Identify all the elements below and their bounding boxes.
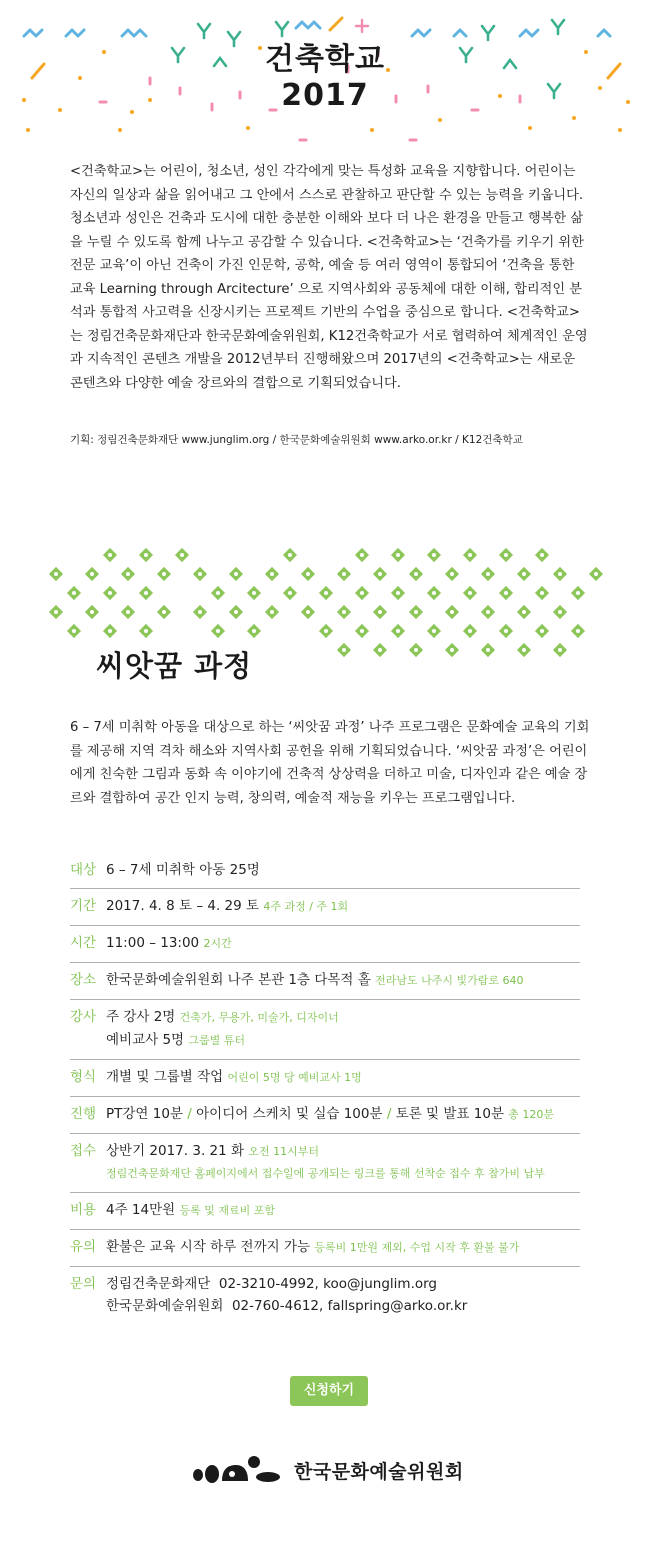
diamond-dot-center xyxy=(270,572,274,576)
info-label: 시간 xyxy=(70,935,97,951)
info-row-fee xyxy=(70,1193,580,1230)
info-label: 형식 xyxy=(70,1069,97,1085)
diamond-dot-center xyxy=(288,553,292,557)
diamond-dot-center xyxy=(432,553,436,557)
time-range: 11:00 – 13:00 xyxy=(106,935,200,951)
diamond-dot-center xyxy=(54,572,58,576)
info-label: 유의 xyxy=(70,1239,97,1255)
info-value xyxy=(106,1236,580,1259)
diamond-dot-center xyxy=(414,572,418,576)
credits-line: 기획: 정림건축문화재단 www.junglim.org / 한국문화예술위원회 www.arko.or.kr / K12건축학교 xyxy=(70,434,523,446)
diamond-dot-center xyxy=(450,572,454,576)
diamond-dot-center xyxy=(432,591,436,595)
diamond-dot-center xyxy=(54,610,58,614)
info-value xyxy=(106,932,580,955)
diamond-dot-center xyxy=(486,572,490,576)
progress-part2: 아이디어 스케치 및 실습 100분 xyxy=(196,1106,383,1122)
footer-logo xyxy=(192,1450,464,1490)
diamond-dot-center xyxy=(144,629,148,633)
info-note: 오전 11시부터 xyxy=(248,1145,319,1158)
diamond-dot-center xyxy=(396,591,400,595)
info-row-time xyxy=(70,926,580,963)
diamond-pattern-decoration xyxy=(40,545,610,660)
info-note: 등록 및 재료비 포함 xyxy=(179,1204,275,1217)
application-line xyxy=(106,1140,580,1163)
diamond-dot-center xyxy=(252,629,256,633)
info-value xyxy=(106,969,580,992)
info-label: 접수 xyxy=(70,1143,97,1159)
info-value xyxy=(106,1140,580,1185)
info-row-contact xyxy=(70,1267,580,1324)
instructor-main: 주 강사 2명 xyxy=(106,1009,176,1025)
diamond-dot-center xyxy=(396,629,400,633)
info-row-application xyxy=(70,1134,580,1193)
diamond-dot-center xyxy=(72,629,76,633)
hero-title-line2: 2017 xyxy=(281,78,369,113)
diamond-dot-center xyxy=(216,591,220,595)
info-value: 6 – 7세 미취학 아동 25명 xyxy=(106,862,260,878)
diamond-dot-center xyxy=(306,610,310,614)
diamond-dot-center xyxy=(234,610,238,614)
arko-logo-icon xyxy=(192,1453,280,1487)
diamond-dot-center xyxy=(360,629,364,633)
info-note: 4주 과정 / 주 1회 xyxy=(263,900,349,913)
info-value xyxy=(106,1103,580,1126)
diamond-dot-center xyxy=(522,648,526,652)
info-value xyxy=(106,1199,580,1222)
application-note-detail: 정림건축문화재단 홈페이지에서 접수일에 공개되는 링크를 통해 선착순 접수 후 참가비 납부 xyxy=(106,1167,545,1180)
info-value xyxy=(106,1066,580,1089)
diamond-dot-center xyxy=(216,629,220,633)
diamond-dot-center xyxy=(450,648,454,652)
diamond-dot-center xyxy=(180,553,184,557)
diamond-dot-center xyxy=(306,572,310,576)
program-description-text: 6 – 7세 미취학 아동을 대상으로 하는 ‘씨앗꿈 과정’ 나주 프로그램은 문화예술 교육의 기회를 제공해 지역 격차 해소와 지역사회 공헌을 위해 기획되었습니다. ‘씨앗꿈 과정’은 어린이에게 친숙한 그림과 동화 속 이야기에 건축적 상상력을 더하고 미술, 디자인과 같은 예술 장르와 결합하여 공간 인지 능력, 창의력, 예술적 재능을 키우는 프로그램입니다. xyxy=(70,720,590,806)
program-info-table xyxy=(70,853,580,1324)
diamond-dot-center xyxy=(540,591,544,595)
intro-section xyxy=(70,160,590,395)
diamond-dot-center xyxy=(486,648,490,652)
diamond-dot-center xyxy=(288,591,292,595)
format-value: 개별 및 그룹별 작업 xyxy=(106,1069,224,1085)
instructor-assistant: 예비교사 5명 xyxy=(106,1032,185,1048)
fee-value: 4주 14만원 xyxy=(106,1202,176,1218)
diamond-dot-center xyxy=(432,629,436,633)
info-value xyxy=(106,895,580,918)
diamond-dot-center xyxy=(90,610,94,614)
diamond-dot-center xyxy=(342,648,346,652)
hero-title-line1: 건축학교 xyxy=(265,42,385,77)
info-row-instructor xyxy=(70,1000,580,1060)
diamond-dot-center xyxy=(468,629,472,633)
diamond-dot-center xyxy=(558,610,562,614)
info-label: 장소 xyxy=(70,972,97,988)
diamond-dot-center xyxy=(108,553,112,557)
progress-part3: 토론 및 발표 10분 xyxy=(395,1106,504,1122)
info-value xyxy=(106,1273,580,1317)
diamond-dot-center xyxy=(126,610,130,614)
diamond-dot-center xyxy=(108,591,112,595)
hero-title xyxy=(0,42,650,114)
contact-junglim: 정림건축문화재단 02-3210-4992, koo@junglim.org xyxy=(106,1276,437,1292)
info-label: 기간 xyxy=(70,898,97,914)
period-dates: 2017. 4. 8 토 – 4. 29 토 xyxy=(106,898,260,914)
info-label: 진행 xyxy=(70,1106,97,1122)
diamond-dot-center xyxy=(558,572,562,576)
diamond-dot-center xyxy=(72,591,76,595)
diamond-dot-center xyxy=(504,629,508,633)
diamond-dot-center xyxy=(198,610,202,614)
diamond-dot-center xyxy=(594,572,598,576)
diamond-dot-center xyxy=(540,553,544,557)
diamond-dot-center xyxy=(576,591,580,595)
diamond-dot-center xyxy=(486,610,490,614)
diamond-dot-center xyxy=(270,610,274,614)
info-row-progress xyxy=(70,1097,580,1134)
application-date: 상반기 2017. 3. 21 화 xyxy=(106,1143,245,1159)
diamond-dot-center xyxy=(324,629,328,633)
info-note: 어린이 5명 당 예비교사 1명 xyxy=(227,1071,362,1084)
diamond-dot-center xyxy=(360,553,364,557)
diamond-dot-center xyxy=(162,572,166,576)
diamond-dot-center xyxy=(144,553,148,557)
diamond-dot-center xyxy=(576,629,580,633)
diamond-dot-center xyxy=(342,572,346,576)
diamond-dot-center xyxy=(504,591,508,595)
info-row-refund xyxy=(70,1230,580,1267)
info-note: 그룹별 튜터 xyxy=(188,1034,246,1047)
info-note: 전라남도 나주시 빛가람로 640 xyxy=(375,974,524,987)
diamond-dot-center xyxy=(378,648,382,652)
info-label: 강사 xyxy=(70,1009,97,1025)
diamond-dot-center xyxy=(198,572,202,576)
diamond-dot-center xyxy=(324,591,328,595)
diamond-dot-center xyxy=(414,648,418,652)
apply-button[interactable]: 신청하기 xyxy=(290,1376,368,1406)
progress-part1: PT강연 10분 xyxy=(106,1106,183,1122)
info-label: 문의 xyxy=(70,1276,97,1292)
info-row-format xyxy=(70,1060,580,1097)
program-title: 씨앗꿈 과정 xyxy=(96,649,253,683)
diamond-dot-center xyxy=(378,572,382,576)
diamond-dot-center xyxy=(360,591,364,595)
info-row-period xyxy=(70,889,580,926)
diamond-dot-center xyxy=(450,610,454,614)
footer-org-name: 한국문화예술위원회 xyxy=(294,1460,464,1483)
info-row-target xyxy=(70,853,580,889)
diamond-dot-center xyxy=(144,591,148,595)
info-note: 등록비 1만원 제외, 수업 시작 후 환불 불가 xyxy=(314,1241,520,1254)
info-label: 대상 xyxy=(70,862,97,878)
diamond-dot-center xyxy=(90,572,94,576)
info-note: 건축가, 무용가, 미술가, 디자이너 xyxy=(179,1011,339,1024)
diamond-dot-center xyxy=(414,610,418,614)
program-description xyxy=(70,716,590,810)
contact-arko: 한국문화예술위원회 02-760-4612, fallspring@arko.or.kr xyxy=(106,1298,468,1314)
diamond-dot-center xyxy=(108,629,112,633)
instructor-line-main xyxy=(106,1006,580,1029)
info-row-place xyxy=(70,963,580,1000)
info-label: 비용 xyxy=(70,1202,97,1218)
place-name: 한국문화예술위원회 나주 본관 1층 다목적 홀 xyxy=(106,972,371,988)
info-value xyxy=(106,1006,580,1052)
refund-value: 환불은 교육 시작 하루 전까지 가능 xyxy=(106,1239,311,1255)
info-note: 2시간 xyxy=(203,937,232,950)
diamond-dot-center xyxy=(468,591,472,595)
diamond-dot-center xyxy=(558,648,562,652)
instructor-line-assistant xyxy=(106,1029,580,1052)
diamond-dot-center xyxy=(522,572,526,576)
diamond-dot-center xyxy=(396,553,400,557)
separator: / xyxy=(187,1106,192,1122)
separator: / xyxy=(386,1106,392,1122)
diamond-dot-center xyxy=(234,572,238,576)
diamond-dot-center xyxy=(162,610,166,614)
diamond-dot-center xyxy=(252,591,256,595)
diamond-dot-center xyxy=(468,553,472,557)
intro-paragraph: <건축학교>는 어린이, 청소년, 성인 각각에게 맞는 특성화 교육을 지향합니다. 어린이는 자신의 일상과 삶을 읽어내고 그 안에서 스스로 관찰하고 판단할 수 있는 능력을 키웁니다. 청소년과 성인은 건축과 도시에 대한 충분한 이해와 보다 더 나은 환경을 만들고 행복한 삶을 누릴 수 있도록 함께 나누고 공감할 수 있습니다. <건축학교>는 ‘건축가를 키우기 위한 전문 교육’이 아닌 건축이 가진 인문학, 공학, 예술 등 여러 영역이 통합되어 ‘건축을 통한 교육 Learning through Arcitecture’ 으로 지역사회와 공동체에 대한 이해, 합리적인 분석과 통합적 사고력을 신장시키는 프로젝트 기반의 수업을 중심으로 합니다. <건축학교>는 정림건축문화재단과 한국문화예술위원회, K12건축학교가 서로 협력하여 체계적인 운영과 지속적인 콘텐츠 개발을 2012년부터 진행해왔으며 2017년의 <건축학교>는 새로운 콘텐츠와 다양한 예술 장르와의 결합으로 기획되었습니다. xyxy=(70,164,588,391)
info-note: 총 120분 xyxy=(508,1108,555,1121)
diamond-dot-center xyxy=(378,610,382,614)
diamond-dot-center xyxy=(504,553,508,557)
diamond-dot-center xyxy=(342,610,346,614)
diamond-dot-center xyxy=(540,629,544,633)
diamond-dot-center xyxy=(126,572,130,576)
diamond-dot-center xyxy=(522,610,526,614)
